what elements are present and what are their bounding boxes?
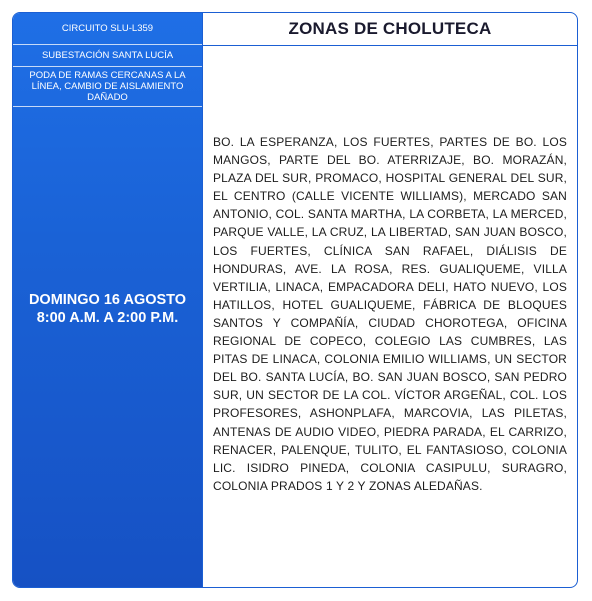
work-description xyxy=(13,67,202,107)
circuit-label: CIRCUITO SLU-L359 xyxy=(13,13,202,45)
schedule-block xyxy=(13,291,202,327)
work-description-text: PODA DE RAMAS CERCANAS A LA LÍNEA, CAMBIO DE AISLAMIENTO DAÑADO xyxy=(29,70,186,103)
left-info-panel xyxy=(13,13,202,587)
outage-card xyxy=(12,12,578,588)
zones-panel xyxy=(202,13,577,587)
zones-header: ZONAS DE CHOLUTECA xyxy=(203,13,577,46)
schedule-date: DOMINGO 16 AGOSTO xyxy=(28,292,187,308)
schedule-time: 8:00 A.M. A 2:00 P.M. xyxy=(36,310,179,326)
substation-label: SUBESTACIÓN SANTA LUCÍA xyxy=(13,45,202,67)
zones-list: BO. LA ESPERANZA, LOS FUERTES, PARTES DE BO. LOS MANGOS, PARTE DEL BO. ATERRIZAJE, BO. MORAZÁN, PLAZA DEL SUR, PROMACO, HOSPITAL GENERAL DEL SUR, EL CENTRO (CALLE VICENTE WILLIAMS), MERCADO SAN ANTONIO, COL. SANTA MARTHA, LA CORBETA, LA MERCED, PARQUE VALLE, LA CRUZ, LA LIBERTAD, SAN JUAN BOSCO, LOS FUERTES, CLÍNICA SAN RAFAEL, DIÁLISIS DE HONDURAS, AVE. LA ROSA, RES. GUALIQUEME, VILLA VERTILIA, LINACA, EMPACADORA DELI, HATO NUEVO, LOS HATILLOS, HOTEL GUALIQUEME, FÁBRICA DE BLOQUES SANTOS Y COMPAÑÍA, CIUDAD CHOROTEGA, OFICINA REGIONAL DE COPECO, COLEGIO LAS CUMBRES, LAS PITAS DE LINACA, COLONIA EMILIO WILLIAMS, UN SECTOR DEL BO. SANTA LUCÍA, BO. SAN JUAN BOSCO, SAN PEDRO SUR, UN SECTOR DE LA COL. VÍCTOR ARGEÑAL, COL. LOS PROFESORES, ASHONPLAFA, MARCOVIA, LAS PILETAS, ANTENAS DE AUDIO VIDEO, PIEDRA PARADA, EL CARRIZO, RENACER, PALENQUE, TULITO, EL FANTASIOSO, COLONIA LIC. ISIDRO PINEDA, COLONIA CASIPULU, SURAGRO, COLONIA PRADOS 1 Y 2 Y ZONAS ALEDAÑAS. xyxy=(213,135,567,493)
